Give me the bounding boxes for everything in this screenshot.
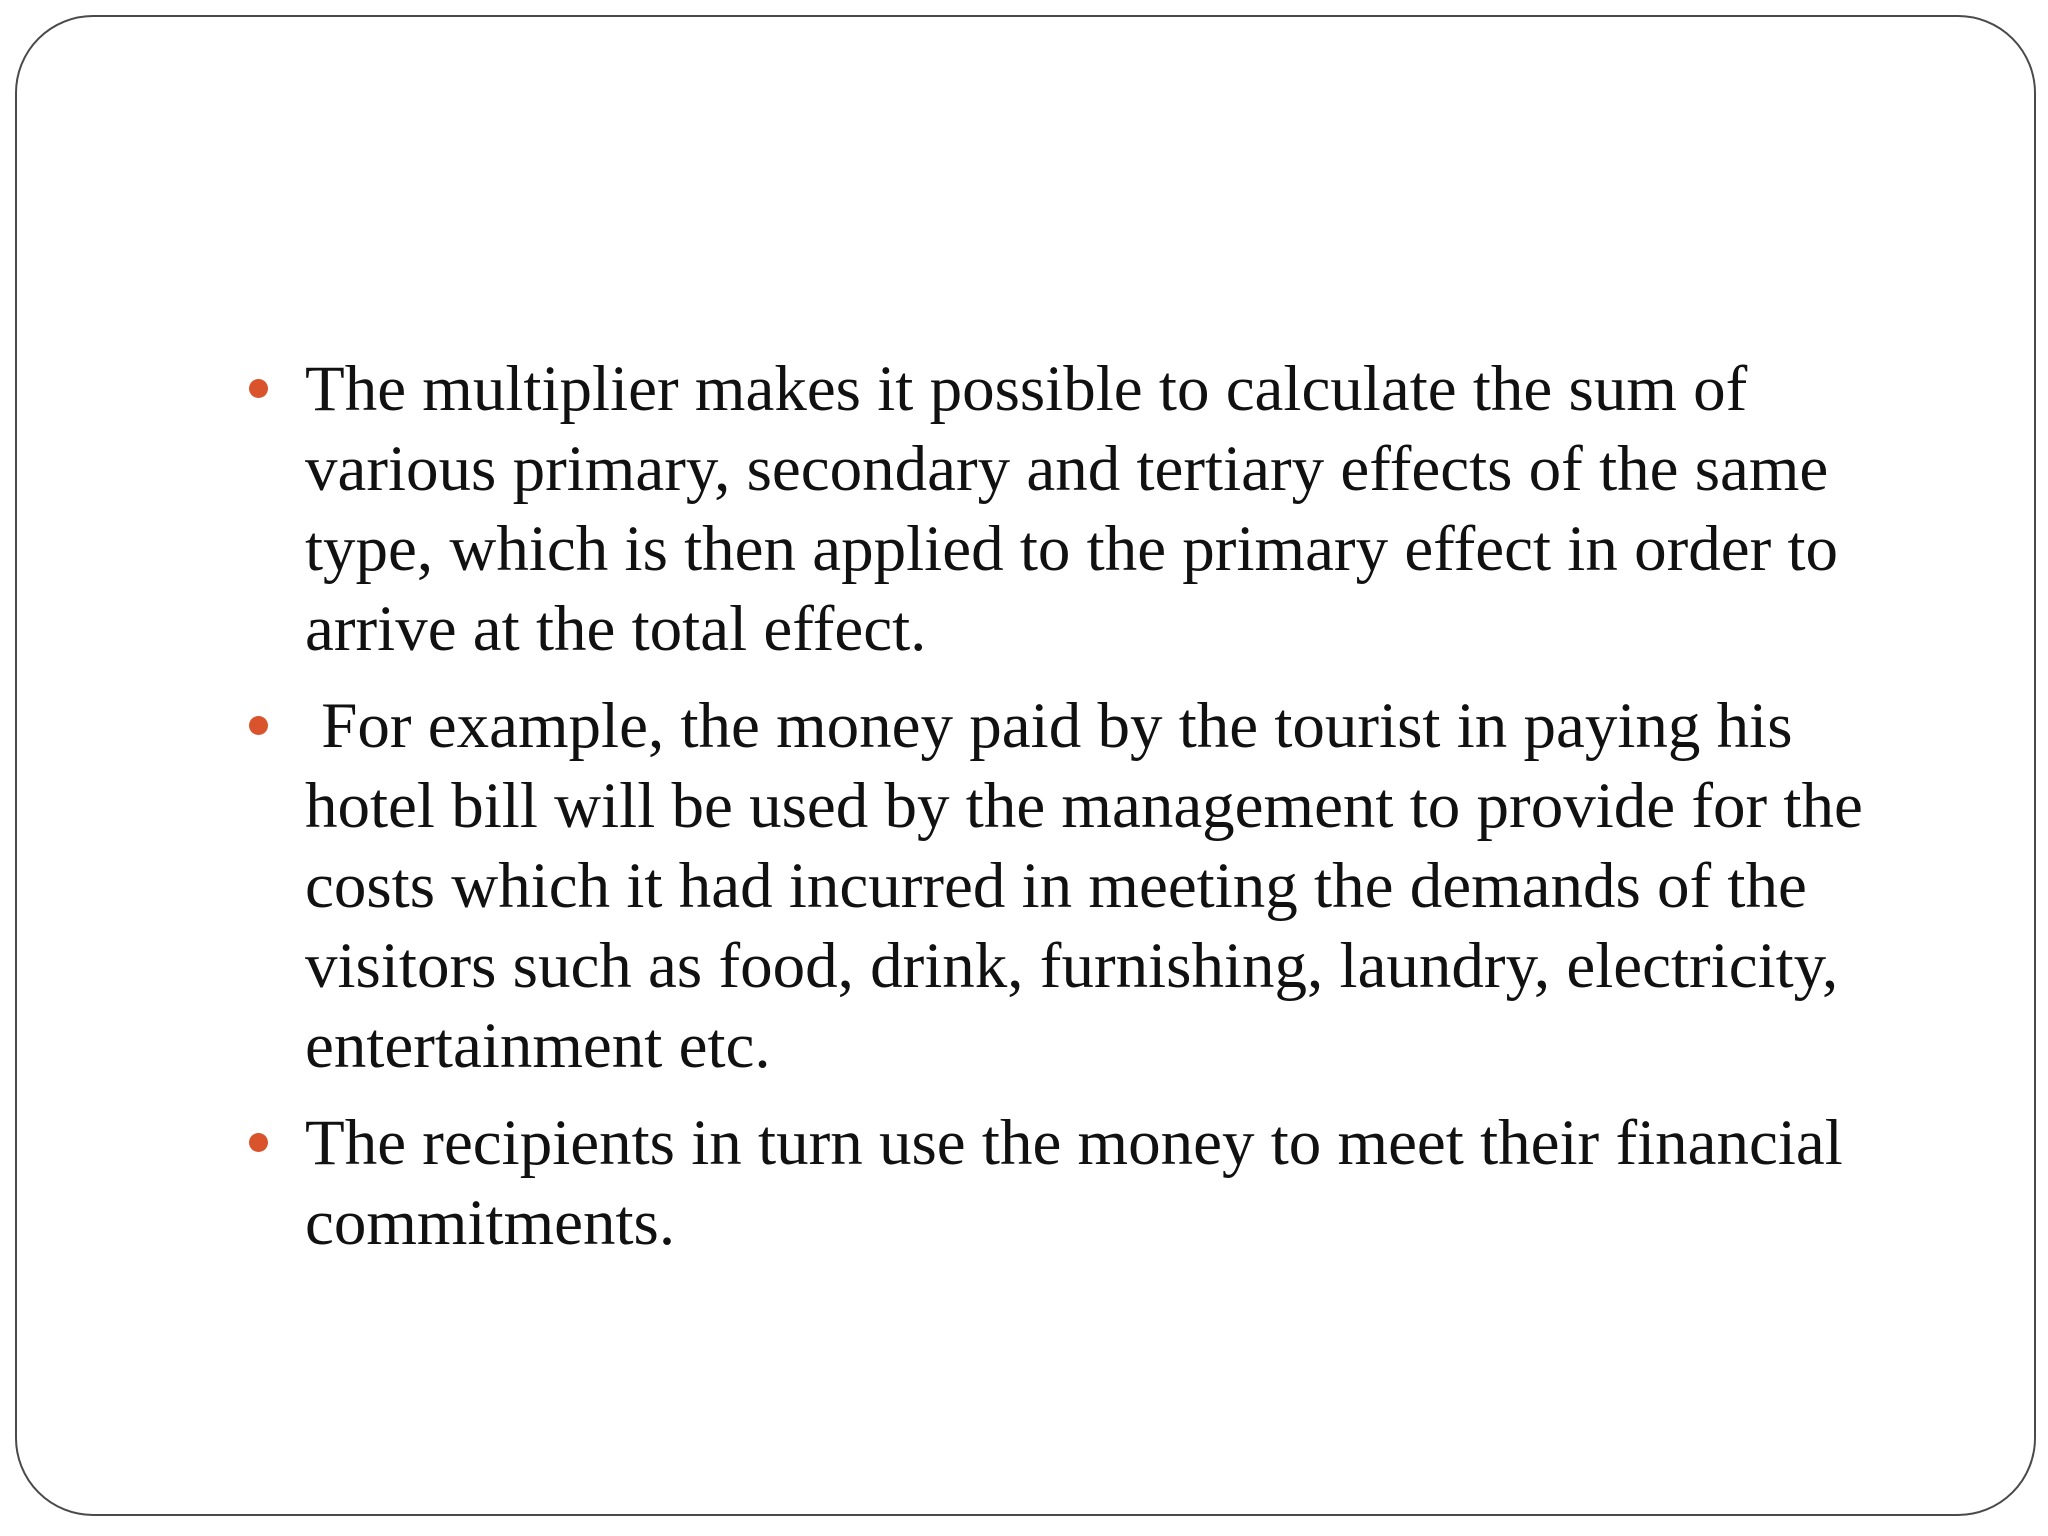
bullet-item (245, 1103, 1925, 1263)
bullet-text: The recipients in turn use the money to meet their financial commitments. (305, 1107, 1860, 1259)
bullet-item (245, 686, 1925, 1086)
bullet-dot-icon (249, 379, 268, 398)
bullet-dot-icon (249, 1133, 268, 1152)
bullet-item (245, 349, 1925, 669)
slide-frame (15, 15, 2036, 1516)
bullet-text: For example, the money paid by the tourist in paying his hotel bill will be used by the management to provide for the costs which it had incurred in meeting the demands of the visitors such as food, drink, furnishing, laundry, electricity, entertainment etc. (305, 690, 1880, 1082)
bullet-list (245, 349, 1925, 1280)
bullet-dot-icon (249, 716, 268, 735)
bullet-text: The multiplier makes it possible to calculate the sum of various primary, secondary and tertiary effects of the same type, which is then applied to the primary effect in order to arrive at the total effect. (305, 353, 1855, 665)
